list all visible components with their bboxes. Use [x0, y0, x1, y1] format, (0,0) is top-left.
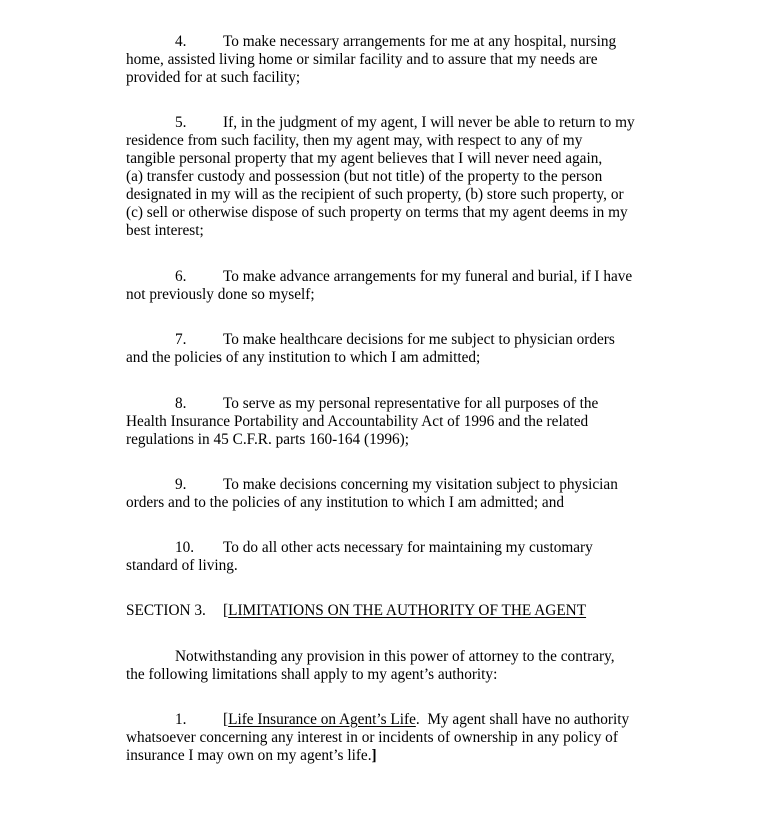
item-number: 9.	[175, 476, 187, 493]
paragraph-item-7	[126, 331, 666, 367]
paragraph-item-8	[126, 395, 666, 449]
bracket-close: ]	[371, 747, 377, 764]
paragraph-line: designated in my will as the recipient of such property, (b) store such property, or	[126, 186, 624, 203]
line-text: To make decisions concerning my visitation subject to physician	[223, 476, 618, 493]
paragraph-line: the following limitations shall apply to my agent’s authority:	[126, 666, 498, 683]
line-text: To serve as my personal representative for all purposes of the	[223, 395, 599, 412]
limitation-item-1	[126, 711, 666, 765]
section-title: LIMITATIONS ON THE AUTHORITY OF THE AGENT	[228, 602, 587, 619]
line-text: If, in the judgment of my agent, I will never be able to return to my	[223, 114, 635, 131]
paragraph-line: provided for at such facility;	[126, 69, 301, 86]
paragraph-line	[126, 268, 666, 286]
line-text: Notwithstanding any provision in this power of attorney to the contrary,	[175, 648, 615, 665]
bracket-open: [	[223, 711, 229, 728]
section-bracket: [	[223, 602, 229, 619]
line-text: To make necessary arrangements for me at any hospital, nursing	[223, 33, 617, 50]
line-text: My agent shall have no authority	[419, 711, 630, 728]
item-number: 4.	[175, 33, 187, 50]
paragraph-line: best interest;	[126, 222, 204, 239]
paragraph-item-9	[126, 476, 666, 512]
limitations-intro	[126, 648, 666, 684]
paragraph-line	[126, 648, 666, 666]
heading-period: .	[415, 711, 420, 728]
paragraph-line: (a) transfer custody and possession (but not title) of the property to the person	[126, 168, 603, 185]
section-heading-line	[126, 602, 666, 620]
paragraph-line	[126, 114, 666, 132]
paragraph-line: regulations in 45 C.F.R. parts 160-164 (1996);	[126, 431, 410, 448]
paragraph-line: not previously done so myself;	[126, 286, 315, 303]
paragraph-line	[126, 711, 666, 729]
paragraph-line	[126, 476, 666, 494]
paragraph-line	[126, 33, 666, 51]
paragraph-line: and the policies of any institution to which I am admitted;	[126, 349, 481, 366]
item-number: 6.	[175, 268, 187, 285]
paragraph-line	[126, 395, 666, 413]
paragraph-line: home, assisted living home or similar facility and to assure that my needs are	[126, 51, 598, 68]
section-heading	[126, 602, 666, 620]
paragraph-item-4	[126, 33, 666, 87]
paragraph-item-6	[126, 268, 666, 304]
line-text: insurance I may own on my agent’s life.	[126, 747, 372, 764]
paragraph-line: tangible personal property that my agent believes that I will never need again,	[126, 150, 603, 167]
paragraph-line: Health Insurance Portability and Accountability Act of 1996 and the related	[126, 413, 589, 430]
paragraph-line: orders and to the policies of any institution to which I am admitted; and	[126, 494, 564, 511]
paragraph-line: standard of living.	[126, 557, 238, 574]
paragraph-line	[126, 747, 666, 765]
paragraph-line	[126, 539, 666, 557]
item-number: 1.	[175, 711, 187, 728]
limitation-heading: Life Insurance on Agent’s Life	[228, 711, 416, 728]
paragraph-line	[126, 331, 666, 349]
item-number: 10.	[175, 539, 195, 556]
paragraph-item-5	[126, 114, 666, 240]
paragraph-line: whatsoever concerning any interest in or incidents of ownership in any policy of	[126, 729, 618, 746]
item-number: 5.	[175, 114, 187, 131]
paragraph-line: (c) sell or otherwise dispose of such property on terms that my agent deems in my	[126, 204, 628, 221]
line-text: To make healthcare decisions for me subject to physician orders	[223, 331, 615, 348]
line-text: To do all other acts necessary for maintaining my customary	[223, 539, 593, 556]
line-text: To make advance arrangements for my funeral and burial, if I have	[223, 268, 633, 285]
item-number: 7.	[175, 331, 187, 348]
paragraph-line: residence from such facility, then my agent may, with respect to any of my	[126, 132, 583, 149]
paragraph-item-10	[126, 539, 666, 575]
section-number: SECTION 3.	[126, 602, 206, 619]
item-number: 8.	[175, 395, 187, 412]
